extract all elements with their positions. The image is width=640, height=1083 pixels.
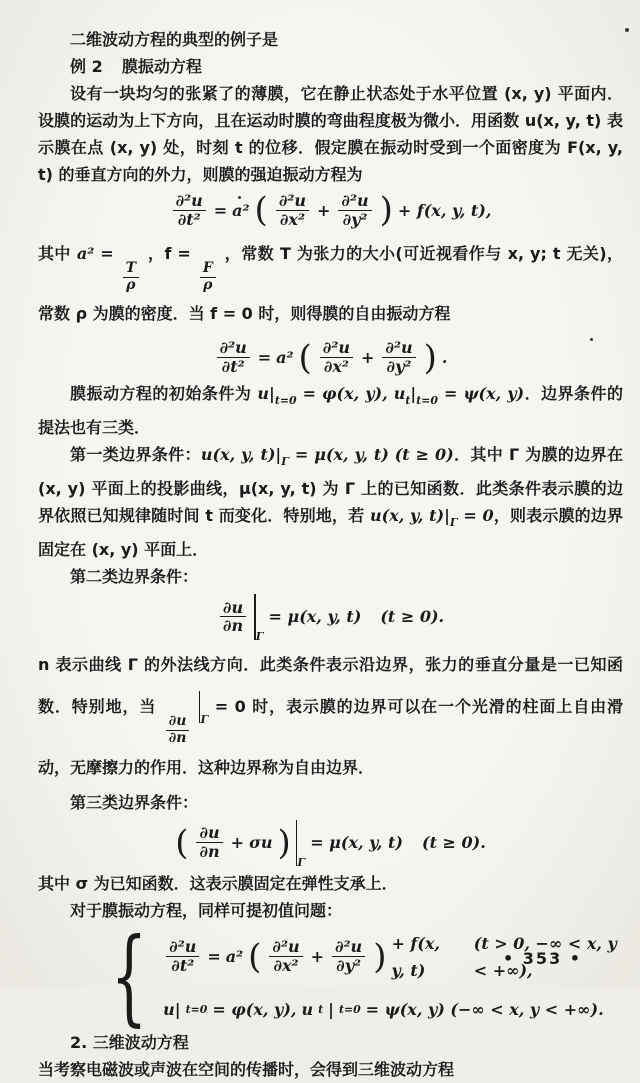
lhs-fraction: $\frac{\text{∂²u}}{\text{∂t²}}$ bbox=[217, 339, 250, 376]
text-run: u bbox=[301, 999, 314, 1019]
page-number: • 353 • bbox=[503, 949, 582, 968]
condition: (t > 0, −∞ < x, y < +∞), bbox=[473, 933, 617, 980]
evaluation-bar bbox=[254, 594, 264, 643]
example-title: 膜振动方程 bbox=[121, 57, 202, 76]
eq-third-boundary: ( $\frac{\partial u}{\partial n}$ + σu ) Γ = μ(x, y, t) (t ≥ 0). bbox=[38, 820, 623, 866]
condition: (t ≥ 0). bbox=[422, 833, 486, 853]
normal-derivative-fraction: $\frac{\partial u}{\partial n}$ bbox=[220, 599, 246, 636]
forcing-term: + f(x, y, t) bbox=[391, 933, 440, 980]
rhs: = μ(x, y, t) bbox=[310, 833, 403, 853]
para-3d-intro: 当考察电磁波或声波在空间的传播时，会得到三维波动方程 bbox=[38, 1059, 455, 1079]
forcing-term: + f(x, y, t), bbox=[397, 200, 492, 220]
text-run: | bbox=[410, 384, 417, 404]
intro-line: 二维波动方程的典型的例子是 bbox=[70, 30, 279, 49]
normal-derivative-fraction: $\frac{\partial u}{\partial n}$ bbox=[166, 714, 190, 746]
lhs-fraction: $\frac{\text{∂²u}}{\text{∂t²}}$ bbox=[173, 192, 206, 229]
text-run: t=0 bbox=[416, 394, 438, 408]
para-free-edge bbox=[38, 644, 623, 789]
text-run: ，f = bbox=[148, 243, 191, 263]
text-run: Γ bbox=[281, 455, 289, 469]
text-run: t=0 bbox=[338, 1002, 361, 1016]
text-run: ，常数 T 为张力的大小(可近视看作与 x, y; t 无关)，常数 ρ 为膜的密度．当 f = 0 时，则得膜的自由振动方程 bbox=[38, 243, 624, 324]
example-label: 例 2 bbox=[70, 57, 103, 76]
condition: (t ≥ 0). bbox=[380, 607, 445, 627]
gamma-subscript: Γ bbox=[255, 629, 264, 643]
evaluation-bar bbox=[199, 691, 209, 727]
dyy-fraction: $\frac{\text{∂²u}}{\text{∂y²}}$ bbox=[338, 192, 371, 229]
text-run: u| bbox=[163, 999, 181, 1019]
lhs-fraction: $\frac{\text{∂²u}}{\text{∂t²}}$ bbox=[166, 938, 199, 975]
text-run: t=0 bbox=[274, 394, 297, 408]
para-initial-conditions bbox=[38, 380, 623, 441]
coefficient: a² bbox=[276, 348, 294, 368]
dxx-fraction: $\frac{\text{∂²u}}{\text{∂x²}}$ bbox=[276, 192, 309, 229]
eq-initial-value-problem: { $\frac{\text{∂²u}}{\text{∂t²}}$ = a² ( $\frac{\text{∂²u}}{\text{∂x²}}$ + $\frac{\text{∂²u}}{\text{∂y²}}$ ) + f(x, y, t) (t > 0, −∞ < x, y < +∞), u| t=0 = φ(x, y), u t | t=0 = ψ(x, y) (−∞ < x, y < +∞). bbox=[38, 930, 623, 1023]
text-run: Γ bbox=[449, 515, 458, 529]
text-run: t bbox=[405, 394, 411, 408]
para-first-boundary bbox=[38, 441, 623, 563]
system-line-pde: $\frac{\text{∂²u}}{\text{∂t²}}$ = a² ( $\frac{\text{∂²u}}{\text{∂x²}}$ + $\frac{\text{∂²u}}{\text{∂y²}}$ ) + f(x, y, t) (t > 0, −∞ < x, y < +∞), bbox=[163, 930, 623, 984]
coefficient: a² bbox=[232, 200, 250, 220]
plus-sign: + bbox=[317, 200, 331, 220]
coefficient: a² bbox=[225, 947, 244, 967]
plus-sign: + bbox=[360, 348, 375, 368]
scan-speck bbox=[590, 338, 593, 341]
tension-fraction: $\frac{T}{\rho}$ bbox=[123, 261, 139, 293]
force-fraction: $\frac{F}{\rho}$ bbox=[200, 261, 216, 293]
text-run: 膜振动方程的初始条件为 bbox=[70, 384, 258, 404]
period: . bbox=[441, 348, 448, 368]
text-run: ，则表示膜的边界固定在 (x, y) 平面上． bbox=[38, 506, 623, 559]
system-line-initial bbox=[163, 996, 623, 1023]
text-run: ．边界条件的提法也有三类． bbox=[38, 384, 623, 438]
para-ivp-intro: 对于膜振动方程，同样可提初值问题： bbox=[70, 900, 343, 920]
text-run: 其中 bbox=[38, 243, 71, 263]
text-run: u bbox=[393, 384, 406, 404]
text-run: = 0 bbox=[457, 506, 494, 526]
text-run: = 0 时，表示膜的边界可以在一个光滑的柱面上自由滑动，无摩擦力的作用．这种边界称为 bbox=[38, 696, 623, 777]
equals-sign: = bbox=[207, 947, 221, 967]
free-boundary-term: 自由边界 bbox=[294, 757, 359, 777]
gamma-subscript: Γ bbox=[200, 713, 209, 727]
text-run: ． bbox=[358, 757, 375, 777]
text-run: u(x, y, t)| bbox=[200, 445, 282, 465]
text-run: 第一类边界条件： bbox=[70, 445, 201, 465]
dyy-fraction: $\frac{\text{∂²u}}{\text{∂y²}}$ bbox=[332, 938, 365, 975]
rhs: = μ(x, y, t) bbox=[268, 607, 362, 627]
heading-third-bc: 第三类边界条件： bbox=[70, 792, 199, 812]
section-title: 三维波动方程 bbox=[92, 1032, 189, 1052]
normal-derivative-fraction: $\frac{\partial u}{\partial n}$ bbox=[196, 824, 222, 861]
scan-speck bbox=[238, 196, 241, 199]
text-run: = φ(x, y), bbox=[296, 384, 394, 404]
equals-sign: = bbox=[213, 200, 228, 220]
eq-free-vibration: $\frac{\text{∂²u}}{\text{∂t²}}$ = a² ( $\frac{\text{∂²u}}{\text{∂x²}}$ + $\frac{\text{∂²u}}{\text{∂y²}}$ ) . bbox=[38, 339, 623, 376]
para-coefficients bbox=[38, 233, 623, 336]
plus-sign: + bbox=[310, 947, 324, 967]
text-run: t=0 bbox=[185, 1002, 208, 1016]
plus-sign: + bbox=[230, 833, 245, 853]
example-heading bbox=[38, 53, 623, 80]
text-run: = φ(x, y), bbox=[212, 999, 297, 1019]
text-run: = ψ(x, y) (−∞ < x, y < +∞). bbox=[365, 999, 604, 1019]
text-run: | bbox=[328, 999, 334, 1019]
text-run: = μ(x, y, t) (t ≥ 0) bbox=[288, 445, 454, 465]
scan-speck bbox=[625, 28, 629, 32]
text-run: ．其中 Γ 为膜的边界在 (x, y) 平面上的投影曲线，μ(x, y, t) 为 Γ 上的已知函数．此类条件表示膜的边界依照已知规律随时间 t 而变化．特别地，若 bbox=[38, 445, 623, 526]
evaluation-bar bbox=[296, 820, 306, 869]
text-run: t bbox=[318, 1002, 324, 1016]
equals-sign: = bbox=[257, 348, 272, 368]
sigma-term: σu bbox=[249, 833, 273, 853]
eq-forced-vibration: $\frac{\text{∂²u}}{\text{∂t²}}$ = a² ( $\frac{\text{∂²u}}{\text{∂x²}}$ + $\frac{\text{∂²u}}{\text{∂y²}}$ ) + f(x, y, t), bbox=[38, 192, 623, 229]
dxx-fraction: $\frac{\text{∂²u}}{\text{∂x²}}$ bbox=[269, 938, 302, 975]
text-run: u(x, y, t)| bbox=[370, 506, 450, 526]
text-run: n 表示曲线 Γ 的外法线方向．此类条件表示沿边界，张力的垂直分量是一已知函数．特别地，当 bbox=[38, 654, 623, 716]
a-squared: a² = bbox=[76, 243, 114, 263]
gamma-subscript: Γ bbox=[297, 855, 306, 869]
para-elastic-support: 其中 σ 为已知函数．这表示膜固定在弹性支承上． bbox=[38, 873, 398, 893]
section-label: 2. bbox=[70, 1032, 88, 1052]
system-lines bbox=[163, 930, 623, 1023]
dyy-fraction: $\frac{\text{∂²u}}{\text{∂y²}}$ bbox=[382, 339, 415, 376]
para-membrane-setup: 设有一块均匀的张紧了的薄膜，它在静止状态处于水平位置 (x, y) 平面内．设膜的运动为上下方向，且在运动时膜的弯曲程度极为微小．用函数 u(x, y, t) 表示膜在点 (x, y) 处，时刻 t 的位移．假定膜在振动时受到一个面密度为 F(x, y, t) 的垂直方向的外力，则膜的强迫振动方程为 bbox=[38, 84, 623, 184]
text-run: u| bbox=[257, 384, 275, 404]
eq-second-boundary bbox=[38, 594, 623, 643]
text-run: = ψ(x, y) bbox=[437, 384, 525, 404]
heading-second-bc: 第二类边界条件： bbox=[70, 566, 199, 586]
dxx-fraction: $\frac{\text{∂²u}}{\text{∂x²}}$ bbox=[320, 339, 353, 376]
